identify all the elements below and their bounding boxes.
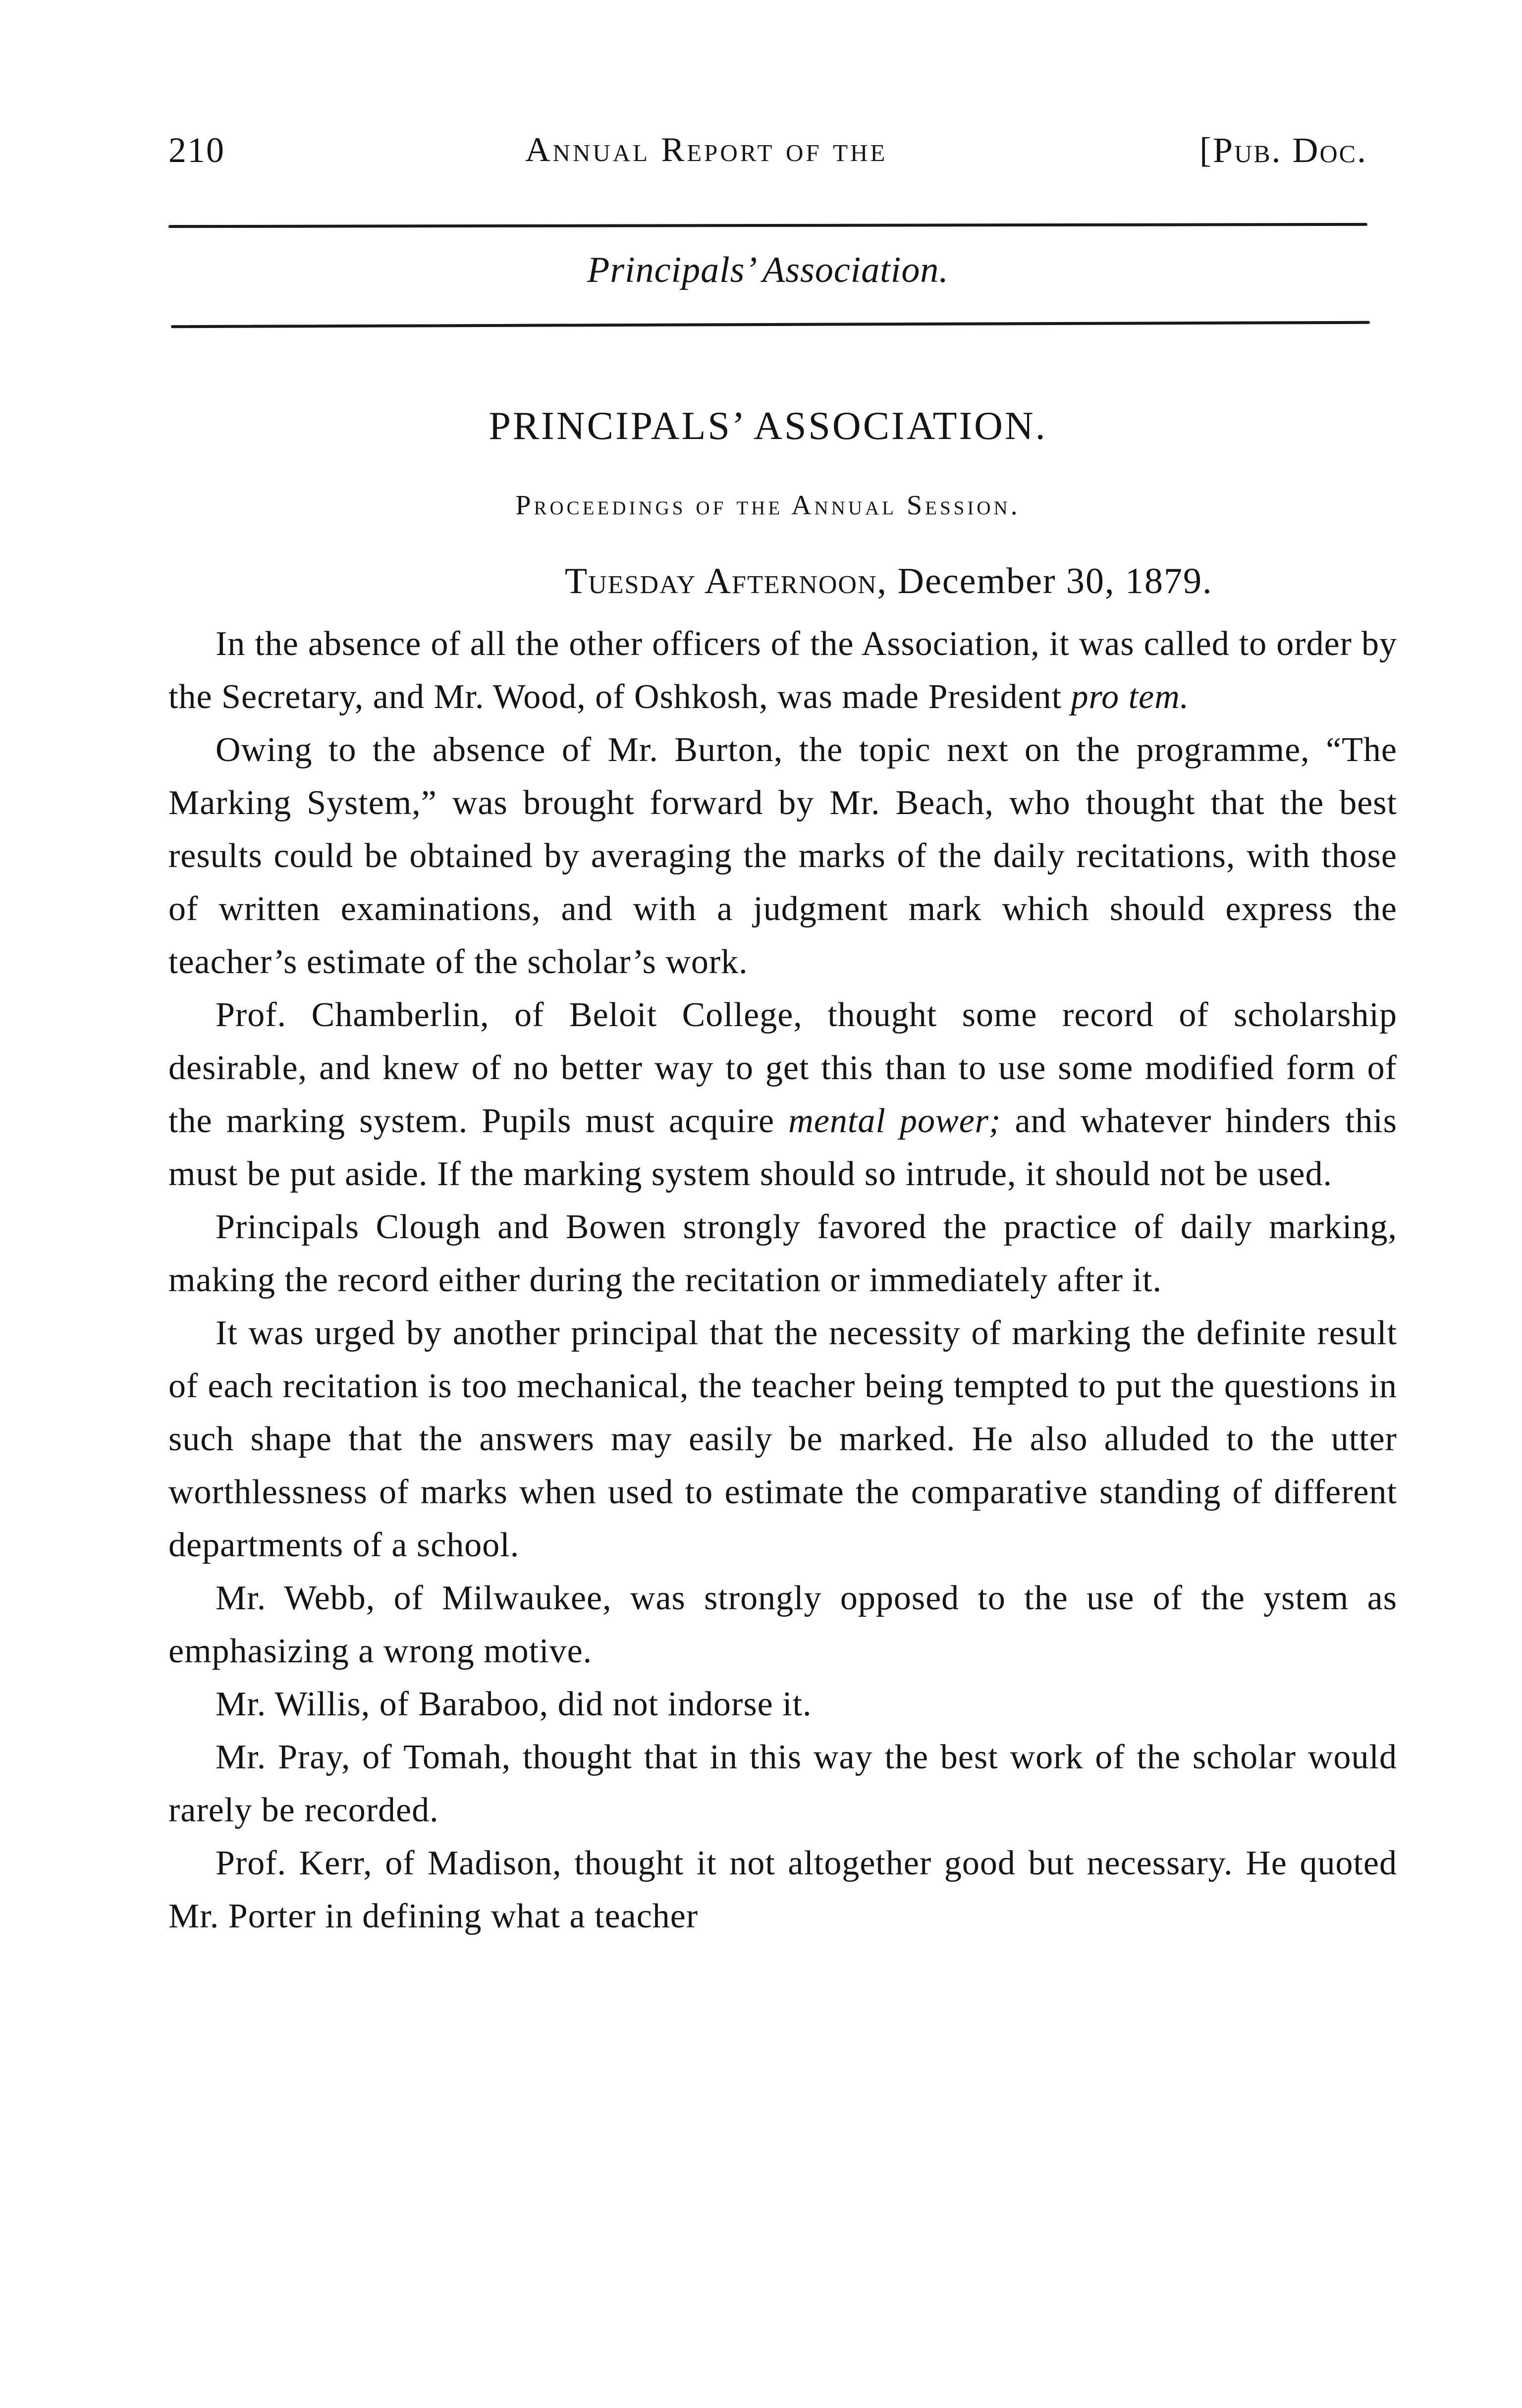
paragraph-text: In the absence of all the other officers of the Association, it was called to order by the Secretary, and Mr. Wood, of Oshkosh, was made President (168, 625, 1397, 716)
paragraph: Mr. Willis, of Baraboo, did not indorse it. (216, 1685, 812, 1723)
paragraph-text: Prof. Chamberlin, of Beloit College, thought some record of scholarship desirable, and knew of no better way to get this than to use some modified form of the marking system. Pupils must acquire (168, 996, 1397, 1140)
running-title: Annual Report of the (525, 131, 888, 169)
article-title: PRINCIPALS’ ASSOCIATION. (489, 404, 1047, 448)
document-reference: [Pub. Doc. (1199, 130, 1367, 170)
paragraph: Prof. Kerr, of Madison, thought it not altogether good but necessary. He quoted Mr. Porter in defining what a teacher (168, 1844, 1397, 1935)
paragraph (168, 988, 1397, 1201)
section-heading: Principals’ Association. (587, 250, 949, 290)
article-subtitle: Proceedings of the Annual Session. (515, 490, 1021, 521)
paragraph: Owing to the absence of Mr. Burton, the topic next on the programme, “The Marking System,” was brought forward by Mr. Beach, who thought that the best results could be obtained by averaging the marks of the daily recitations, with those of written examinations, and with a judgment mark which should express the teacher’s estimate of the scholar’s work. (168, 731, 1397, 981)
italic-phrase: pro tem. (1071, 678, 1190, 716)
paragraph-text: and whatever hinders this must be put aside. If the marking system should so intrude, it should not be used. (168, 1102, 1398, 1193)
running-head (168, 123, 1367, 177)
article-body (168, 617, 1397, 1943)
header-rule-top (168, 223, 1367, 228)
paragraph: Mr. Webb, of Milwaukee, was strongly opposed to the use of the ystem as emphasizing a wrong motive. (168, 1579, 1397, 1670)
header-rule-bottom (171, 321, 1370, 328)
paragraph: It was urged by another principal that the necessity of marking the definite result of each recitation is too mechanical, the teacher being tempted to put the questions in such shape that the answers may easily be marked. He also alluded to the utter worthlessness of marks when used to estimate the comparative standing of different departments of a school. (168, 1314, 1397, 1564)
dateline-day: Tuesday Afternoon, (565, 561, 888, 602)
page-number: 210 (168, 130, 225, 170)
paragraph: Principals Clough and Bowen strongly favored the practice of daily marking, making the record either during the recitation or immediately after it. (168, 1208, 1397, 1299)
paragraph: Mr. Pray, of Tomah, thought that in this way the best work of the scholar would rarely be recorded. (168, 1738, 1397, 1829)
italic-phrase: mental power; (788, 1102, 1001, 1140)
session-dateline (565, 554, 1367, 608)
dateline-date: December 30, 1879. (887, 561, 1213, 602)
paragraph (168, 617, 1397, 723)
